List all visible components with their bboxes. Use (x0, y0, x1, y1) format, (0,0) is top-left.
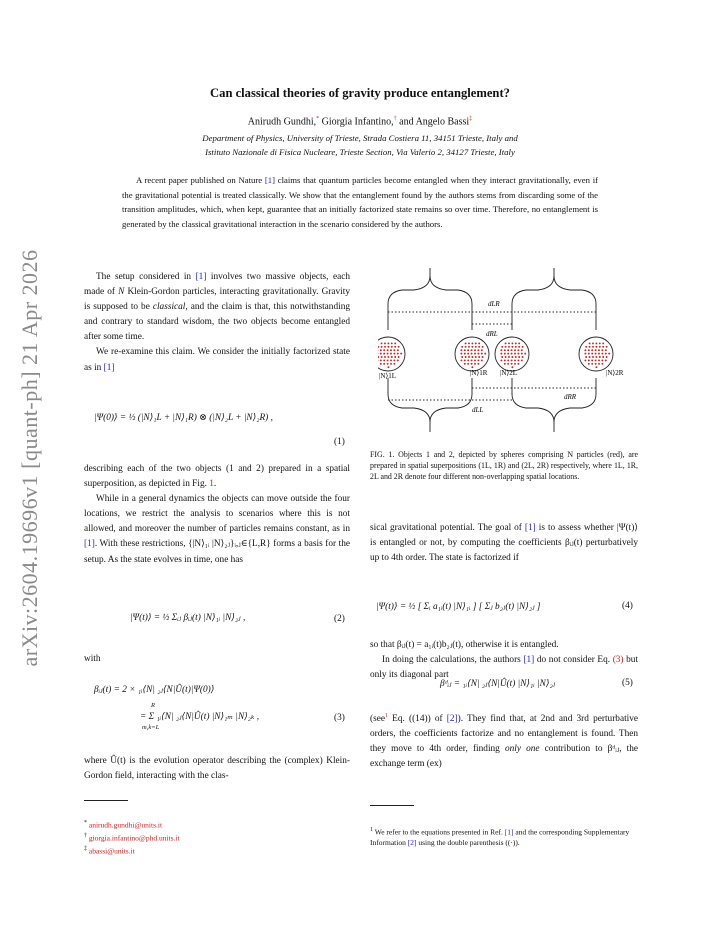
particle-dot (391, 346, 393, 348)
particle-dot (390, 349, 392, 351)
label-dRR: dRR (564, 393, 577, 401)
right-column-end (370, 709, 638, 772)
particle-dot (471, 356, 473, 358)
author-3: Angelo Bassi (415, 116, 470, 128)
equation-4-number: (4) (622, 601, 633, 611)
particle-dot (397, 349, 399, 351)
equation-4: |Ψ(t)⟩ = ½ [ Σᵢ a₁ᵢ(t) |N⟩₁ᵢ ] [ Σⱼ b₂ⱼ(t) |N⟩₂ⱼ ] (376, 602, 541, 612)
particle-dot (515, 356, 517, 358)
paragraph: where Û(t) is the evolution operator describing the (complex) Klein-Gordon field, interacting with the clas- (84, 756, 350, 782)
particle-dot (511, 359, 513, 361)
object-1-upper-right-branch (430, 276, 472, 330)
particle-dot (591, 359, 593, 361)
particle-dot (384, 342, 386, 344)
particle-dot (521, 359, 523, 361)
citation-link[interactable]: [1] (523, 655, 535, 666)
particle-dot (518, 356, 520, 358)
particle-dot (585, 346, 587, 348)
particle-dot (467, 363, 469, 365)
particle-dot (602, 346, 604, 348)
particle-dot (464, 349, 466, 351)
particle-dot (391, 342, 393, 344)
author-3-mark[interactable]: ‡ (469, 116, 473, 122)
particle-dot (467, 353, 469, 355)
particle-dot (393, 359, 395, 361)
particle-dot (518, 342, 520, 344)
particle-dot (511, 356, 513, 358)
arxiv-stamp (10, 248, 50, 668)
paragraph: The setup considered in [1] involves two massive objects, each made of N Klein-Gordon particles, interacting gravitationally. Gravity is supposed to be classical, and the claim is that, this notwithstanding and contrary to standard wisdom, the two objects become entangled after some time. (84, 272, 350, 343)
particle-dot (599, 342, 601, 344)
particle-dot (591, 363, 593, 365)
with-text: with (84, 654, 101, 664)
particle-dot (598, 349, 600, 351)
abstract-text-2: claims that quantum particles become entangled when they interact gravitationally, even if the gravitational potential is treated classically. We show that the entanglement found by the authors stems from discarding some of the transition amplitudes, which, when kept, guarantee that an initially factorized state remains so over time. Therefore, no entanglement is generated by the classical gravitational interaction in the scenario considered by the authors. (122, 175, 598, 229)
particle-dot (460, 359, 462, 361)
particle-dot (606, 346, 608, 348)
particle-dot (511, 346, 513, 348)
particle-dot (461, 356, 463, 358)
particle-dot (475, 356, 477, 358)
sum-upper-limit: R (151, 702, 155, 709)
particle-dot (602, 342, 604, 344)
left-column-intro (84, 270, 350, 376)
particle-dot (584, 353, 586, 355)
particle-dot (508, 346, 510, 348)
particle-dot (508, 356, 510, 358)
author-2-mark[interactable]: † (393, 116, 397, 122)
footnote-rule (370, 805, 414, 806)
particle-dot (588, 359, 590, 361)
particle-dot (522, 356, 524, 358)
particle-dot (380, 349, 382, 351)
footnote-1: $^1$ We refer to the equations presented in Ref. [1] and the corresponding Supplementary Information [2] using the double parenthesis ((·)). (370, 827, 630, 848)
particle-dot (507, 359, 509, 361)
author-2: Giorgia Infantino, (321, 116, 394, 128)
label-dRL: dRL (486, 330, 498, 338)
particle-dot (504, 359, 506, 361)
paragraph: In doing the calculations, the authors [1] do not consider Eq. (3) but only its diagonal part (370, 655, 639, 681)
particle-dot (517, 363, 519, 365)
particle-dot (380, 359, 382, 361)
particle-dot (471, 353, 473, 355)
paragraph: We re-examine this claim. We consider the initially factorized state as in [1] (84, 347, 350, 373)
particle-dot (471, 346, 473, 348)
particle-dot (514, 353, 516, 355)
particle-dot (605, 359, 607, 361)
email-link[interactable]: abassi@units.it (88, 846, 135, 856)
particle-dot (592, 356, 594, 358)
particle-dot (505, 346, 507, 348)
particle-dot (608, 353, 610, 355)
particle-dot (387, 342, 389, 344)
paragraph: While in a general dynamics the objects can move outside the four locations, we restrict the analysis to scenarios where this is not allowed, and moreover the number of particles remains constant, as in [1]. With these restrictions, {|N⟩₁ᵢ |N⟩₂ⱼ}ᵢ,ⱼ∈{L,R} forms a basis for the setup. As the state evolves in time, one has (84, 494, 350, 565)
particle-dot (601, 359, 603, 361)
particle-dot (501, 346, 503, 348)
particle-dot (383, 349, 385, 351)
particle-dot (460, 353, 462, 355)
particle-dot (394, 342, 396, 344)
particle-dot (605, 353, 607, 355)
label-dLR: dLR (488, 300, 500, 308)
particle-dot (475, 342, 477, 344)
particle-dot (601, 363, 603, 365)
particle-dot (387, 359, 389, 361)
left-column-end (84, 754, 350, 784)
particle-dot (592, 342, 594, 344)
citation-link[interactable]: [1] (195, 272, 207, 282)
label-n1R: |N⟩1R (470, 369, 488, 377)
particle-dot (391, 356, 393, 358)
particle-dot (394, 346, 396, 348)
particle-dot (521, 349, 523, 351)
abstract-text-1: A recent paper published on Nature (136, 175, 263, 185)
particle-dot (599, 356, 601, 358)
figure-1-caption: FIG. 1. Objects 1 and 2, depicted by spheres comprising N particles (red), are prepared in spatial superpositions (1L, 1R) and (2L, 2R) respectively, where 1L, 1R, 2L and 2R denote four different non-overlapping spatial locations. (370, 450, 638, 482)
particle-dot (588, 349, 590, 351)
particle-dot (393, 363, 395, 365)
object-1-lower-left-branch (388, 378, 430, 432)
paragraph: (see$^1$ Eq. ((14)) of [2]). They find that, at 2nd and 3rd perturbative orders, the coefficients factorize and no entanglement is found. Then they move to 4th order, finding only one contribution to βᵈᵢⱼ, the exchange term (ex) (370, 713, 639, 770)
author-footnotes: * anirudh.gundhi@units.it † giorgia.infantino@phd.units.it ‡ abassi@units.it (84, 820, 180, 856)
particle-dot (511, 342, 513, 344)
particle-dot (595, 356, 597, 358)
particle-dot (468, 342, 470, 344)
particle-dot (398, 346, 400, 348)
particle-dot (595, 363, 597, 365)
particle-dot (478, 356, 480, 358)
particle-dot (598, 359, 600, 361)
particle-dot (500, 353, 502, 355)
label-dLL: dLL (472, 406, 484, 414)
particle-dot (477, 359, 479, 361)
particle-dot (471, 342, 473, 344)
particle-dot (465, 342, 467, 344)
particle-dot (387, 349, 389, 351)
particle-dot (474, 359, 476, 361)
figure-1-diagram (378, 266, 640, 432)
particle-dot (484, 353, 486, 355)
abstract (122, 173, 598, 231)
equation-3-number: (3) (334, 713, 345, 723)
particle-dot (592, 346, 594, 348)
equation-link[interactable]: (3) (612, 655, 624, 666)
particle-dot (400, 353, 402, 355)
particle-dot (517, 359, 519, 361)
citation-link[interactable]: [1] (103, 362, 115, 373)
particle-dot (468, 346, 470, 348)
equation-3b: = Σ ₁ᵢ⟨N| ₂ⱼ⟨N|Û(t) |N⟩₁ₘ |N⟩₂ₖ , (140, 712, 260, 722)
particle-dot (465, 346, 467, 348)
particle-dot (595, 346, 597, 348)
particle-dot (507, 349, 509, 351)
object-1-upper-left-branch (388, 268, 430, 330)
particle-dot (504, 353, 506, 355)
particle-dot (393, 349, 395, 351)
particle-dot (394, 356, 396, 358)
particle-dot (589, 346, 591, 348)
citation-link[interactable]: [1] (504, 827, 514, 837)
particle-dot (477, 353, 479, 355)
equation-2: |Ψ(t)⟩ = ½ Σᵢⱼ βᵢⱼ(t) |N⟩₁ᵢ |N⟩₂ⱼ , (130, 613, 246, 623)
particle-dot (517, 349, 519, 351)
sum-lower-limit: m,k=L (142, 724, 160, 731)
affiliations (100, 131, 620, 159)
equation-1: |Ψ(0)⟩ = ½ (|N⟩₁L + |N⟩₁R) ⊗ (|N⟩₂L + |N⟩₂R) , (94, 413, 273, 423)
author-1: Anirudh Gundhi, (247, 116, 317, 128)
particle-dot (464, 359, 466, 361)
citation-link[interactable]: [1] (524, 523, 536, 533)
particle-dot (465, 356, 467, 358)
particle-dot (598, 353, 600, 355)
particle-dot (591, 349, 593, 351)
paragraph: describing each of the two objects (1 and 2) prepared in a spatial superposition, as depicted in Fig. 1. (84, 464, 350, 490)
particle-dot (467, 349, 469, 351)
citation-link[interactable]: [2] (446, 714, 458, 725)
particle-dot (381, 346, 383, 348)
figure-link[interactable]: 1 (209, 479, 214, 490)
paragraph: so that βᵢⱼ(t) = a₁ᵢ(t)b₂ⱼ(t), otherwise it is entangled. (370, 640, 559, 650)
particle-dot (514, 349, 516, 351)
particle-dot (522, 346, 524, 348)
paper-title: Can classical theories of gravity produce entanglement? (210, 86, 510, 100)
author-list (100, 116, 620, 127)
object-2-upper-left-branch (512, 268, 554, 330)
citation-link[interactable]: [1] (84, 539, 95, 550)
particle-dot (595, 359, 597, 361)
particle-dot (474, 349, 476, 351)
particle-dot (384, 356, 386, 358)
particle-dot (471, 359, 473, 361)
particle-dot (585, 356, 587, 358)
particle-dot (381, 342, 383, 344)
particle-dot (588, 363, 590, 365)
particle-dot (481, 359, 483, 361)
particle-dot (508, 342, 510, 344)
particle-dot (514, 359, 516, 361)
particle-dot (507, 363, 509, 365)
particle-dot (482, 356, 484, 358)
equation-5-number: (5) (622, 678, 633, 688)
particle-dot (505, 356, 507, 358)
particle-dot (591, 353, 593, 355)
particle-dot (478, 346, 480, 348)
particle-dot (517, 353, 519, 355)
particle-dot (501, 356, 503, 358)
particle-dot (504, 363, 506, 365)
particle-dot (390, 359, 392, 361)
particle-dot (383, 359, 385, 361)
particle-dot (589, 356, 591, 358)
particle-dot (380, 363, 382, 365)
label-n2R: |N⟩2R (606, 369, 624, 377)
particle-dot (602, 356, 604, 358)
particle-dot (595, 353, 597, 355)
particle-dot (595, 342, 597, 344)
particle-dot (387, 346, 389, 348)
particle-dot (478, 342, 480, 344)
citation-link[interactable]: [2] (407, 838, 417, 848)
particle-dot (471, 363, 473, 365)
particle-dot (500, 349, 502, 351)
particle-dot (397, 359, 399, 361)
particle-dot (599, 346, 601, 348)
footnote-rule (84, 800, 128, 801)
particle-dot (521, 353, 523, 355)
particle-dot (383, 363, 385, 365)
particle-dot (387, 356, 389, 358)
author-and: and (399, 116, 414, 128)
particle-dot (474, 363, 476, 365)
equation-3a: βᵢⱼ(t) = 2 × ₁ᵢ⟨N| ₂ⱼ⟨N|Û(t)|Ψ(0)⟩ (94, 685, 215, 695)
particle-dot (598, 363, 600, 365)
particle-dot (390, 363, 392, 365)
particle-dot (380, 353, 382, 355)
particle-dot (383, 353, 385, 355)
particle-dot (588, 353, 590, 355)
particle-dot (515, 346, 517, 348)
particle-dot (514, 363, 516, 365)
particle-dot (606, 356, 608, 358)
particle-dot (584, 349, 586, 351)
particle-dot (398, 356, 400, 358)
footnote-link[interactable]: 1 (384, 713, 388, 719)
particle-dot (464, 353, 466, 355)
particle-dot (511, 363, 513, 365)
particle-dot (468, 356, 470, 358)
particle-dot (384, 346, 386, 348)
right-column-body (370, 638, 638, 683)
particle-dot (601, 353, 603, 355)
arxiv-id: arXiv:2604.19696v1 [quant-ph] 21 Apr 2026 (17, 249, 42, 667)
particle-dot (601, 349, 603, 351)
particle-dot (584, 359, 586, 361)
left-column-body (84, 462, 350, 568)
particle-dot (481, 353, 483, 355)
particle-dot (461, 346, 463, 348)
particle-dot (464, 363, 466, 365)
object-2-lower-left-branch (512, 378, 554, 432)
particle-dot (477, 349, 479, 351)
particle-dot (387, 363, 389, 365)
particle-dot (481, 349, 483, 351)
equation-2-number: (2) (334, 614, 345, 624)
object-2-upper-right-branch (554, 276, 596, 330)
particle-dot (387, 353, 389, 355)
particle-dot (518, 346, 520, 348)
particle-dot (524, 353, 526, 355)
particle-dot (515, 342, 517, 344)
particle-dot (390, 353, 392, 355)
particle-dot (605, 349, 607, 351)
affiliation-1: Department of Physics, University of Trieste, Strada Costiera 11, 34151 Trieste, Italy and (202, 133, 518, 143)
particle-dot (589, 342, 591, 344)
label-n1L: |N⟩1L (379, 372, 396, 380)
particle-dot (511, 353, 513, 355)
particle-dot (505, 342, 507, 344)
particle-dot (595, 366, 597, 368)
particle-dot (381, 356, 383, 358)
particle-dot (482, 346, 484, 348)
equation-1-number: (1) (334, 437, 345, 447)
right-column-intro (370, 521, 638, 566)
citation-link[interactable]: [1] (264, 175, 275, 185)
email-link[interactable]: anirudh.gundhi@units.it (88, 820, 163, 830)
particle-dot (475, 346, 477, 348)
particle-dot (477, 363, 479, 365)
particle-dot (467, 359, 469, 361)
equation-5: βᵈᵢⱼ = ₁ᵢ⟨N| ₂ⱼ⟨N|Û(t) |N⟩₁ᵢ |N⟩₂ⱼ (440, 679, 556, 689)
particle-dot (460, 349, 462, 351)
particle-dot (500, 359, 502, 361)
particle-dot (471, 366, 473, 368)
particle-dot (511, 366, 513, 368)
email-link[interactable]: giorgia.infantino@phd.units.it (88, 833, 180, 843)
particle-dot (397, 353, 399, 355)
particle-dot (474, 353, 476, 355)
particle-dot (387, 366, 389, 368)
paragraph: sical gravitational potential. The goal of [1] is to assess whether |Ψ(t)⟩ is entangled or not, by computing the coefficients βᵢⱼ(t) perturbatively up to 4th order. The state is factorized if (370, 523, 638, 564)
particle-dot (393, 353, 395, 355)
particle-dot (507, 353, 509, 355)
particle-dot (471, 349, 473, 351)
affiliation-2: Istituto Nazionale di Fisica Nucleare, Trieste Section, Via Valerio 2, 34127 Trieste, Italy (205, 147, 515, 157)
label-n2L: |N⟩2L (500, 369, 517, 377)
particle-dot (511, 349, 513, 351)
particle-dot (595, 349, 597, 351)
author-1-mark[interactable]: * (316, 116, 320, 122)
particle-dot (504, 349, 506, 351)
